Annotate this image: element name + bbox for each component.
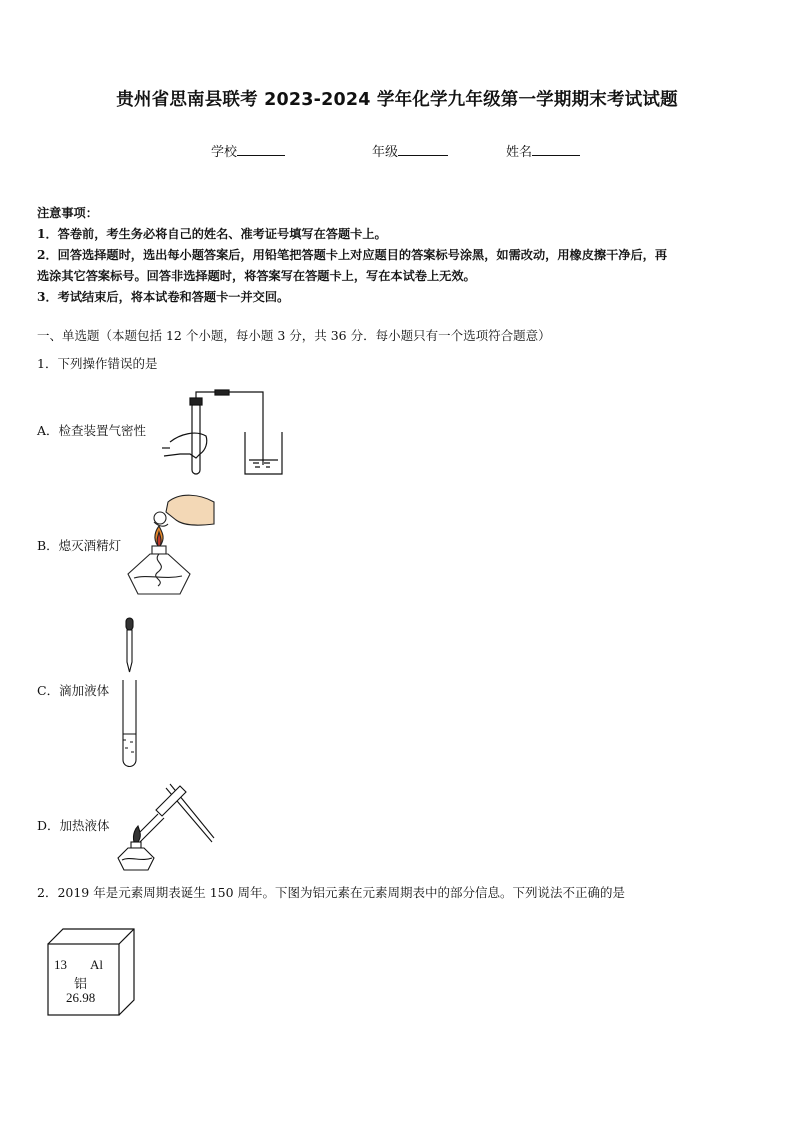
name-blank	[532, 143, 580, 156]
element-name: 铝	[74, 977, 88, 992]
dropper-adding-liquid-illustration	[116, 616, 146, 768]
heating-liquid-illustration	[114, 780, 216, 872]
question-1-stem: 1．下列操作错误的是	[37, 356, 158, 371]
school-field	[211, 141, 285, 160]
element-symbol: Al	[90, 957, 103, 972]
notes-item-3: 3．考试结束后，将本试卷和答题卡一并交回。	[37, 290, 290, 304]
name-field	[506, 141, 580, 160]
grade-field	[372, 141, 448, 160]
option-d-label: D．加热液体	[37, 818, 110, 833]
school-blank	[237, 143, 285, 156]
notes-block	[37, 203, 759, 308]
option-a-label: A．检查装置气密性	[37, 423, 147, 438]
notes-item-2-line-1: 2．回答选择题时，选出每小题答案后，用铅笔把答题卡上对应题目的答案标号涂黑，如需改动，用橡皮擦干净后，再	[37, 248, 668, 262]
grade-blank	[398, 143, 448, 156]
notes-heading: 注意事项：	[37, 206, 98, 220]
element-mass: 26.98	[66, 990, 96, 1005]
grade-label: 年级	[372, 145, 399, 160]
option-c-label: C．滴加液体	[37, 683, 110, 698]
alcohol-lamp-extinguish-illustration	[128, 490, 218, 598]
element-number: 13	[54, 957, 67, 972]
name-label: 姓名	[506, 145, 533, 160]
page-title: 贵州省思南县联考 2023-2024 学年化学九年级第一学期期末考试试题	[116, 90, 678, 110]
option-b-label: B．熄灭酒精灯	[37, 538, 122, 553]
school-label: 学校	[211, 145, 238, 160]
airtightness-check-illustration	[160, 390, 290, 480]
notes-item-2-line-2: 选涂其它答案标号。回答非选择题时，将答案写在答题卡上，写在本试卷上无效。	[37, 269, 476, 283]
section-heading: 一、单选题（本题包括 12 个小题，每小题 3 分，共 36 分．每小题只有一个选项符合题意）	[37, 328, 551, 343]
question-2-stem: 2．2019 年是元素周期表诞生 150 周年。下图为铝元素在元素周期表中的部分信息。下列说法不正确的是	[37, 885, 626, 900]
notes-item-1: 1．答卷前，考生务必将自己的姓名、准考证号填写在答题卡上。	[37, 227, 387, 241]
